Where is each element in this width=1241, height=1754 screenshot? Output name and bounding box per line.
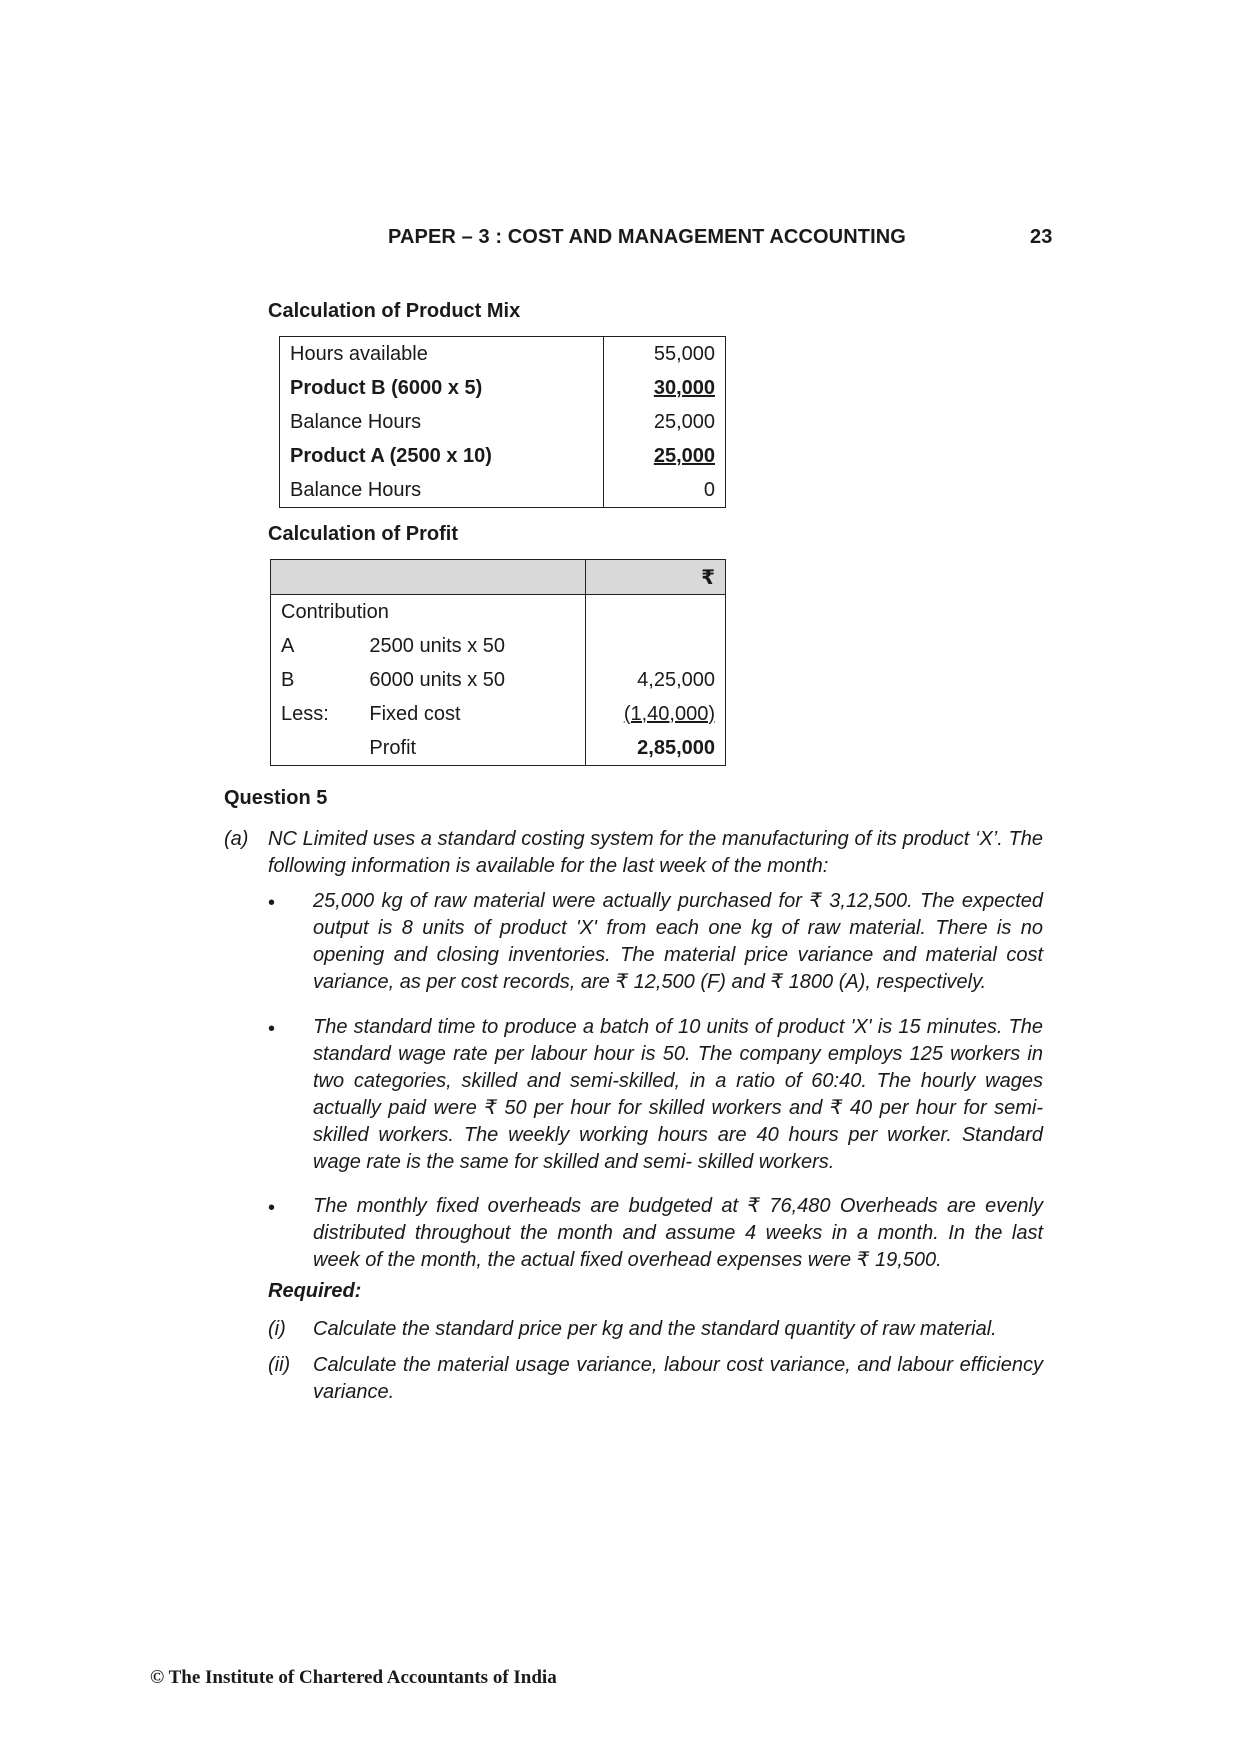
- bullet-item: The standard time to produce a batch of 10 units of product 'X' is 15 minutes. The standard wage rate per labour hour is 50. The company employs 125 workers in two categories, skilled and semi-skilled, in a ratio of 60:40. The hourly wages actually paid were ₹ 50 per hour for skilled workers and ₹ 40 per hour for semi-skilled workers. The weekly working hours are 40 hours per worker. Standard wage rate is the same for skilled and semi- skilled workers.: [313, 1016, 1043, 1173]
- table-row: [280, 439, 726, 473]
- row-label: Product A (2500 x 10): [290, 444, 492, 467]
- row-code: Less:: [281, 702, 329, 725]
- row-value: 25,000: [604, 439, 726, 473]
- profit-table: [270, 559, 726, 766]
- row-value: 4,25,000: [586, 663, 726, 697]
- table-row: [280, 473, 726, 508]
- product-mix-heading: Calculation of Product Mix: [268, 300, 521, 322]
- row-code: [271, 731, 360, 766]
- row-label: Product B (6000 x 5): [290, 376, 483, 399]
- row-label: Balance Hours: [290, 478, 422, 501]
- bullet-item: 25,000 kg of raw material were actually purchased for ₹ 3,12,500. The expected output is 8 units of product 'X' from each one kg of raw material. There is no opening and closing inventories. The material price variance and material cost variance, as per cost records, are ₹ 12,500 (F) and ₹ 1800 (A), respectively.: [313, 890, 1043, 993]
- requirement-number: (ii): [268, 1354, 291, 1376]
- requirement-text: Calculate the material usage variance, labour cost variance, and labour efficiency variance.: [313, 1354, 1043, 1403]
- row-value: 30,000: [604, 371, 726, 405]
- table-row: [271, 595, 726, 630]
- table-header-row: [271, 560, 726, 595]
- profit-heading: Calculation of Profit: [268, 523, 458, 545]
- table-row: [280, 337, 726, 372]
- table-row: [271, 663, 726, 697]
- part-label: (a): [224, 828, 249, 850]
- row-value: 25,000: [604, 405, 726, 439]
- page-number: 23: [1030, 226, 1053, 248]
- question-intro: NC Limited uses a standard costing system for the manufacturing of its product ‘X’. The following information is available for the last week of the month:: [268, 828, 1043, 877]
- running-header-title: PAPER – 3 : COST AND MANAGEMENT ACCOUNTING: [388, 226, 906, 248]
- table-row: [280, 405, 726, 439]
- row-description: Fixed cost: [369, 702, 461, 725]
- contribution-label: Contribution: [281, 600, 389, 623]
- row-label: Hours available: [290, 342, 428, 365]
- row-code: B: [281, 668, 295, 691]
- requirement-number: (i): [268, 1318, 286, 1340]
- requirement-text: Calculate the standard price per kg and the standard quantity of raw material.: [313, 1318, 997, 1340]
- footer-copyright: © The Institute of Chartered Accountants of India: [150, 1667, 557, 1688]
- required-label: Required:: [268, 1280, 362, 1302]
- row-description: 6000 units x 50: [369, 668, 506, 691]
- row-value: [586, 629, 726, 663]
- row-value: 2,85,000: [586, 731, 726, 766]
- row-description: 2500 units x 50: [369, 634, 506, 657]
- question-heading: Question 5: [224, 787, 328, 809]
- bullet-item: The monthly fixed overheads are budgeted at ₹ 76,480 Overheads are evenly distributed throughout the month and assume 4 weeks in a month. In the last week of the month, the actual fixed overhead expenses were ₹ 19,500.: [313, 1195, 1043, 1271]
- table-row: [271, 731, 726, 766]
- bullet-icon: •: [268, 1197, 276, 1219]
- row-label: Balance Hours: [290, 410, 422, 433]
- row-value: (1,40,000): [586, 697, 726, 731]
- bullet-icon: •: [268, 892, 276, 914]
- product-mix-table: [279, 336, 726, 508]
- currency-header: ₹: [586, 560, 726, 595]
- table-row: [271, 629, 726, 663]
- row-code: A: [281, 634, 295, 657]
- row-value: 55,000: [604, 337, 726, 372]
- row-description: Profit: [369, 736, 417, 759]
- row-value: 0: [604, 473, 726, 508]
- table-row: [280, 371, 726, 405]
- bullet-icon: •: [268, 1018, 276, 1040]
- table-row: [271, 697, 726, 731]
